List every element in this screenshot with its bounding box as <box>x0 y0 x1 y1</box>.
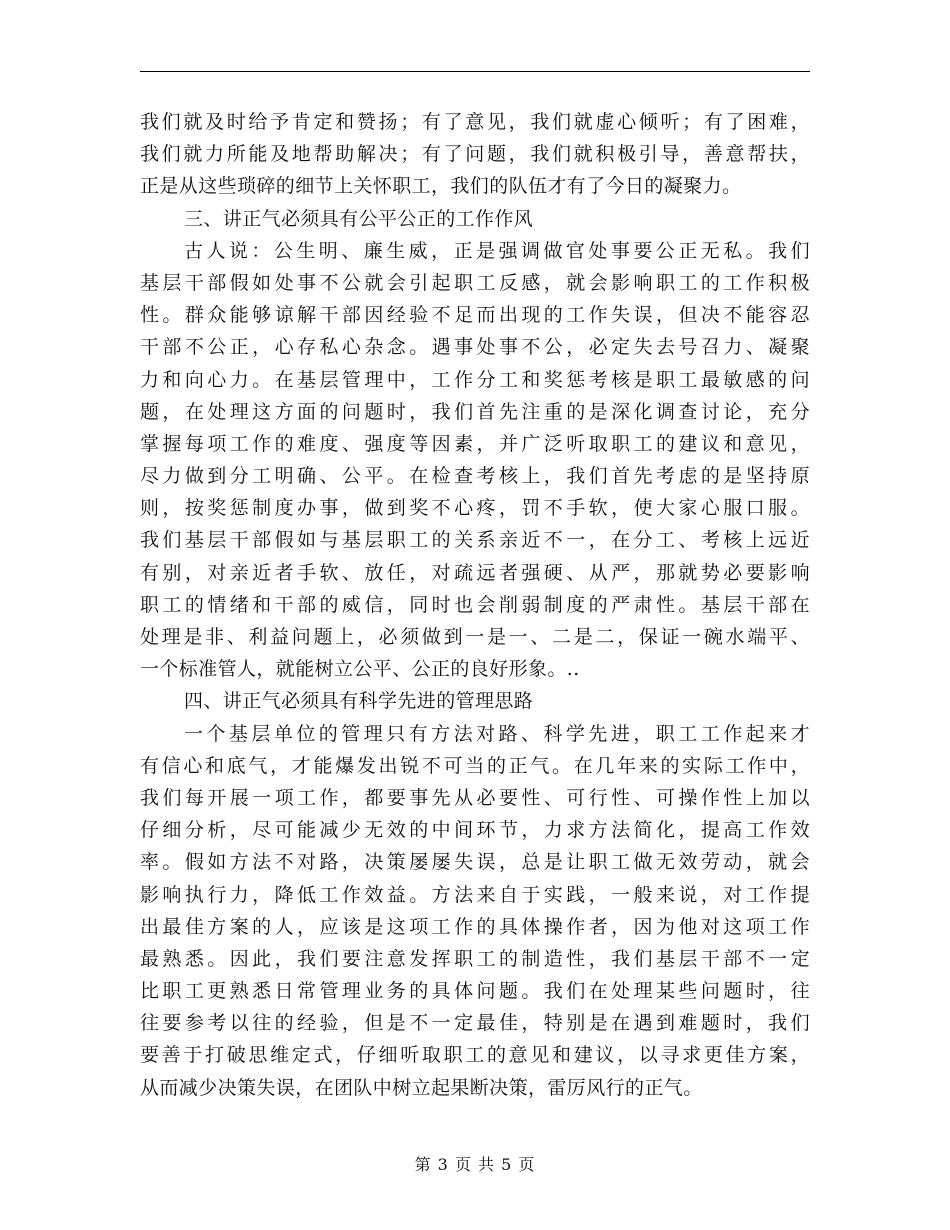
paragraph-line: 出最佳方案的人，应该是这项工作的具体操作者，因为他对这项工作 <box>140 915 810 938</box>
document-body <box>140 106 810 1104</box>
paragraph-line: 掌握每项工作的难度、强度等因素，并广泛听取职工的建议和意见， <box>140 432 810 455</box>
paragraph-line: 我们每开展一项工作，都要事先从必要性、可行性、可操作性上加以 <box>140 786 810 809</box>
paragraph-line: 我们就力所能及地帮助解决；有了问题，我们就积极引导，善意帮扶， <box>140 143 810 166</box>
page-number-footer: 第 3 页 共 5 页 <box>414 1155 536 1174</box>
section-heading: 四、讲正气必须具有科学先进的管理思路 <box>184 690 534 713</box>
paragraph-line: 有信心和底气，才能爆发出锐不可当的正气。在几年来的实际工作中， <box>140 754 810 777</box>
paragraph-line: 干部不公正，心存私心杂念。遇事处事不公，必定失去号召力、凝聚 <box>140 336 810 359</box>
paragraph-line: 从而减少决策失误，在团队中树立起果断决策，雷厉风行的正气。 <box>140 1076 703 1099</box>
paragraph-line: 正是从这些琐碎的细节上关怀职工，我们的队伍才有了今日的凝聚力。 <box>140 175 742 198</box>
paragraph-line: 影响执行力，降低工作效益。方法来自于实践，一般来说，对工作提 <box>140 883 810 906</box>
paragraph-line: 仔细分析，尽可能减少无效的中间环节，力求方法简化，提高工作效 <box>140 819 810 842</box>
paragraph-line: 比职工更熟悉日常管理业务的具体问题。我们在处理某些问题时，往 <box>140 980 810 1003</box>
paragraph-line: 最熟悉。因此，我们要注意发挥职工的制造性，我们基层干部不一定 <box>140 947 810 970</box>
paragraph-line: 古人说：公生明、廉生威，正是强调做官处事要公正无私。我们 <box>184 239 810 262</box>
header-divider <box>140 71 810 72</box>
section-heading: 三、讲正气必须具有公平公正的工作作风 <box>184 207 534 230</box>
paragraph-line: 力和向心力。在基层管理中，工作分工和奖惩考核是职工最敏感的问 <box>140 368 810 391</box>
paragraph-line: 一个标准管人，就能树立公平、公正的良好形象。.. <box>140 658 580 681</box>
paragraph-line: 职工的情绪和干部的威信，同时也会削弱制度的严肃性。基层干部在 <box>140 593 810 616</box>
paragraph-line: 要善于打破思维定式，仔细听取职工的意见和建议，以寻求更佳方案， <box>140 1044 810 1067</box>
paragraph-line: 我们就及时给予肯定和赞扬；有了意见，我们就虚心倾听；有了困难， <box>140 111 810 133</box>
paragraph-line: 往要参考以往的经验，但是不一定最佳，特别是在遇到难题时，我们 <box>140 1012 810 1035</box>
paragraph-line: 题，在处理这方面的问题时，我们首先注重的是深化调查讨论，充分 <box>140 400 810 423</box>
paragraph-line: 则，按奖惩制度办事，做到奖不心疼，罚不手软，使大家心服口服。 <box>140 497 810 520</box>
paragraph-line: 率。假如方法不对路，决策屡屡失误，总是让职工做无效劳动，就会 <box>140 851 810 874</box>
paragraph-line: 我们基层干部假如与基层职工的关系亲近不一，在分工、考核上远近 <box>140 529 810 552</box>
paragraph-line: 性。群众能够谅解干部因经验不足而出现的工作失误，但决不能容忍 <box>140 304 810 327</box>
paragraph-line: 基层干部假如处事不公就会引起职工反感，就会影响职工的工作积极 <box>140 271 810 294</box>
paragraph-line: 有别，对亲近者手软、放任，对疏远者强硬、从严，那就势必要影响 <box>140 561 810 584</box>
paragraph-line: 处理是非、利益问题上，必须做到一是一、二是二，保证一碗水端平、 <box>140 626 810 648</box>
paragraph-line: 尽力做到分工明确、公平。在检查考核上，我们首先考虑的是坚持原 <box>140 465 810 488</box>
paragraph-line: 一个基层单位的管理只有方法对路、科学先进，职工工作起来才 <box>184 722 810 745</box>
